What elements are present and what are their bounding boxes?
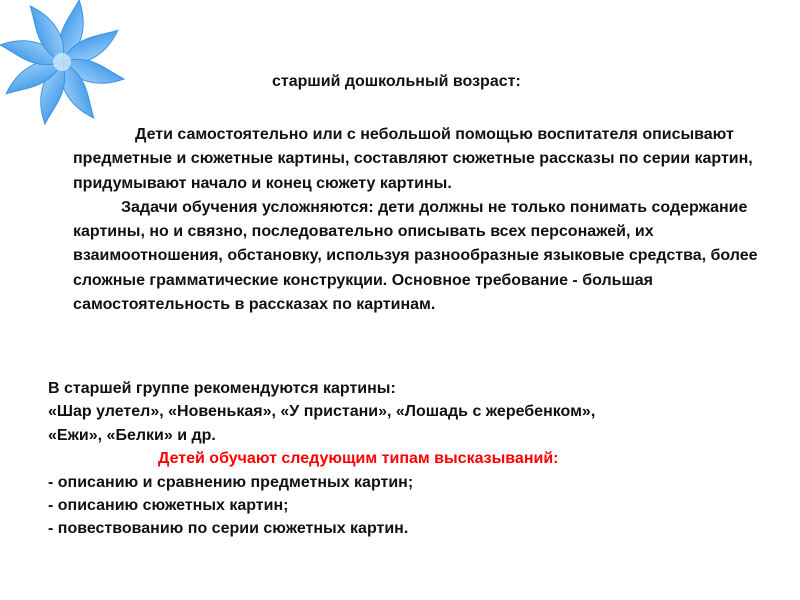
recommendations-block (48, 377, 768, 541)
type-item: - описанию сюжетных картин; (48, 497, 289, 515)
pictures-line-1: «Шар улетел», «Новенькая», «У пристани», «Лошадь с жеребенком», (48, 403, 596, 421)
recommend-line: В старшей группе рекомендуются картины: (48, 380, 396, 397)
type-item: - повествованию по серии сюжетных картин. (48, 520, 409, 538)
pictures-line-2: «Ежи», «Белки» и др. (48, 426, 216, 444)
paragraph-older-age (73, 123, 783, 317)
heading: старший дошкольный возраст: (272, 73, 521, 90)
paragraph-part-2: Задачи обучения усложняются: дети должны не только понимать содержание картины, но и связно, последовательно описывать всех персонажей, их взаимоотношения, обстановку, используя разнообразные языковые средства, более сложные грамматические конструкции. Основное требование - большая самостоятельность в рассказах по картинам. (73, 198, 758, 314)
type-item: - описанию и сравнению предметных картин; (48, 473, 414, 491)
paragraph-part-1: Дети самостоятельно или с небольшой помощью воспитателя описывают предметные и сюжетные картины, составляют сюжетные рассказы по серии картин, придумывают начало и конец сюжету картины. (73, 126, 753, 192)
red-heading: Детей обучают следующим типам высказываний: (158, 450, 559, 468)
